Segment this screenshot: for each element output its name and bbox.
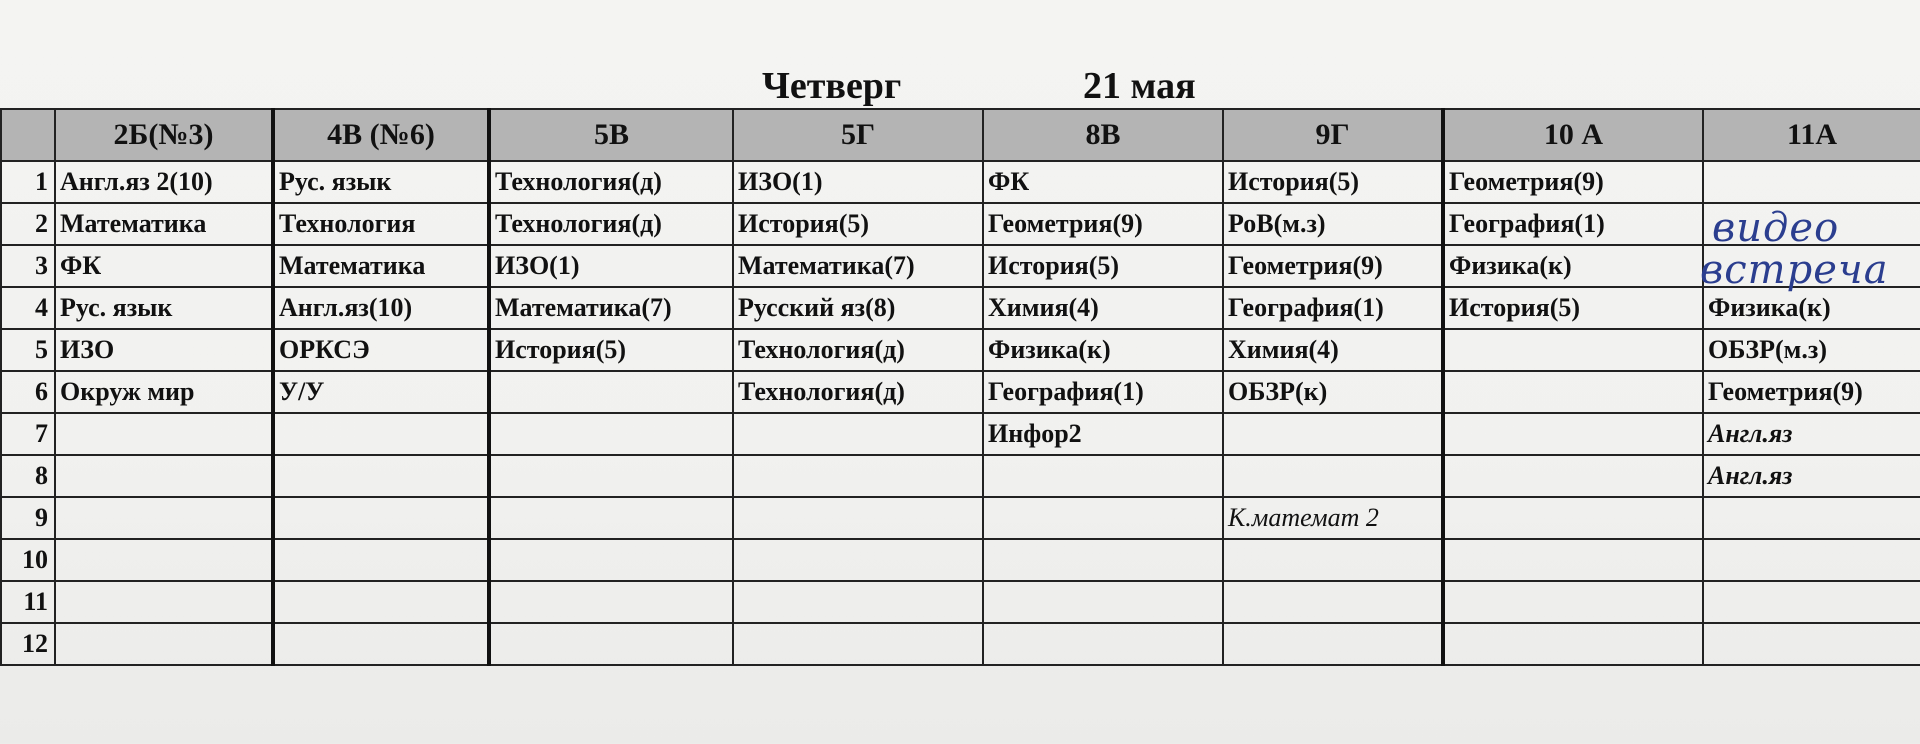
lesson-cell-5v [489, 497, 733, 539]
lesson-cell-5g: ИЗО(1) [733, 161, 983, 203]
lesson-cell-4v: ОРКСЭ [273, 329, 489, 371]
lesson-cell-5g [733, 623, 983, 665]
lesson-cell-9g [1223, 413, 1443, 455]
handwritten-note-line1: видео [1712, 205, 1840, 251]
lesson-cell-5g: Русский яз(8) [733, 287, 983, 329]
lesson-cell-11a [1703, 161, 1920, 203]
lesson-cell-4v: Англ.яз(10) [273, 287, 489, 329]
lesson-cell-8v [983, 581, 1223, 623]
lesson-cell-4v: Математика [273, 245, 489, 287]
table-row [1, 497, 1920, 539]
lesson-cell-8v [983, 497, 1223, 539]
lesson-cell-5g: Математика(7) [733, 245, 983, 287]
lesson-cell-10a: История(5) [1443, 287, 1703, 329]
page-title [0, 58, 1920, 108]
lesson-cell-5v: Технология(д) [489, 161, 733, 203]
lesson-cell-10a: Геометрия(9) [1443, 161, 1703, 203]
title-day: Четверг [762, 65, 902, 107]
table-row [1, 371, 1920, 413]
lesson-cell-10a: Физика(к) [1443, 245, 1703, 287]
lesson-cell-11a: Англ.яз [1703, 413, 1920, 455]
lesson-number-cell: 1 [1, 161, 55, 203]
title-date: 21 мая [1083, 65, 1196, 107]
table-row [1, 623, 1920, 665]
lesson-cell-10a [1443, 455, 1703, 497]
lesson-cell-4v [273, 539, 489, 581]
lesson-cell-9g: География(1) [1223, 287, 1443, 329]
lesson-cell-11a: Геометрия(9) [1703, 371, 1920, 413]
lesson-cell-4v: У/У [273, 371, 489, 413]
lesson-cell-4v [273, 623, 489, 665]
lesson-number-cell: 8 [1, 455, 55, 497]
lesson-cell-11a [1703, 497, 1920, 539]
lesson-cell-2b: Англ.яз 2(10) [55, 161, 273, 203]
lesson-cell-4v: Технология [273, 203, 489, 245]
table-row [1, 203, 1920, 245]
lesson-cell-5v: ИЗО(1) [489, 245, 733, 287]
lesson-cell-11a: ОБЗР(м.з) [1703, 329, 1920, 371]
lesson-cell-11a [1703, 581, 1920, 623]
lesson-cell-11a: Англ.яз [1703, 455, 1920, 497]
lesson-cell-4v [273, 413, 489, 455]
lesson-cell-5g [733, 581, 983, 623]
schedule-table [0, 108, 1920, 666]
table-row [1, 329, 1920, 371]
lesson-cell-10a [1443, 371, 1703, 413]
lesson-cell-2b: ИЗО [55, 329, 273, 371]
schedule-body [1, 161, 1920, 665]
lesson-cell-8v: Инфор2 [983, 413, 1223, 455]
lesson-cell-5g: Технология(д) [733, 371, 983, 413]
lesson-number-cell: 5 [1, 329, 55, 371]
lesson-cell-8v [983, 623, 1223, 665]
lesson-cell-5g [733, 497, 983, 539]
lesson-cell-9g: Химия(4) [1223, 329, 1443, 371]
header-cell-2b: 2Б(№3) [55, 109, 273, 161]
lesson-cell-9g [1223, 623, 1443, 665]
lesson-cell-5v [489, 371, 733, 413]
handwritten-note-line2: встреча [1700, 247, 1889, 293]
lesson-number-cell: 3 [1, 245, 55, 287]
lesson-cell-5v [489, 455, 733, 497]
lesson-cell-2b [55, 413, 273, 455]
lesson-cell-10a [1443, 623, 1703, 665]
lesson-cell-9g: РоВ(м.з) [1223, 203, 1443, 245]
lesson-cell-2b [55, 623, 273, 665]
lesson-cell-2b [55, 497, 273, 539]
lesson-cell-8v: География(1) [983, 371, 1223, 413]
lesson-cell-5v [489, 413, 733, 455]
header-row [1, 109, 1920, 161]
header-cell-10a: 10 А [1443, 109, 1703, 161]
lesson-number-cell: 9 [1, 497, 55, 539]
lesson-cell-8v [983, 539, 1223, 581]
table-row [1, 245, 1920, 287]
table-row [1, 539, 1920, 581]
lesson-cell-5g [733, 539, 983, 581]
lesson-cell-4v [273, 455, 489, 497]
lesson-cell-8v: Физика(к) [983, 329, 1223, 371]
schedule-table-wrapper [0, 108, 1920, 666]
lesson-cell-11a [1703, 539, 1920, 581]
lesson-cell-5g [733, 455, 983, 497]
table-row [1, 581, 1920, 623]
lesson-number-cell: 7 [1, 413, 55, 455]
lesson-cell-4v [273, 497, 489, 539]
lesson-number-cell: 6 [1, 371, 55, 413]
lesson-cell-5g: История(5) [733, 203, 983, 245]
lesson-number-cell: 2 [1, 203, 55, 245]
header-cell-8v: 8В [983, 109, 1223, 161]
lesson-cell-10a [1443, 539, 1703, 581]
header-cell-9g: 9Г [1223, 109, 1443, 161]
lesson-cell-8v: ФК [983, 161, 1223, 203]
table-row [1, 455, 1920, 497]
lesson-number-cell: 10 [1, 539, 55, 581]
lesson-cell-4v: Рус. язык [273, 161, 489, 203]
table-row [1, 161, 1920, 203]
lesson-cell-5g: Технология(д) [733, 329, 983, 371]
lesson-cell-8v: Геометрия(9) [983, 203, 1223, 245]
lesson-cell-2b: Окруж мир [55, 371, 273, 413]
lesson-cell-9g: К.математ 2 [1223, 497, 1443, 539]
lesson-cell-11a [1703, 623, 1920, 665]
lesson-cell-5v [489, 623, 733, 665]
header-cell-11a: 11А [1703, 109, 1920, 161]
lesson-cell-10a [1443, 497, 1703, 539]
lesson-cell-8v: История(5) [983, 245, 1223, 287]
table-row [1, 413, 1920, 455]
lesson-number-cell: 11 [1, 581, 55, 623]
lesson-cell-11a: Физика(к) [1703, 287, 1920, 329]
lesson-cell-9g: ОБЗР(к) [1223, 371, 1443, 413]
lesson-cell-8v [983, 455, 1223, 497]
lesson-cell-2b: ФК [55, 245, 273, 287]
header-cell-5g: 5Г [733, 109, 983, 161]
lesson-cell-2b: Рус. язык [55, 287, 273, 329]
lesson-number-cell: 4 [1, 287, 55, 329]
lesson-cell-5v [489, 539, 733, 581]
lesson-cell-2b [55, 581, 273, 623]
lesson-cell-2b: Математика [55, 203, 273, 245]
lesson-cell-9g: История(5) [1223, 161, 1443, 203]
lesson-cell-9g [1223, 539, 1443, 581]
lesson-cell-8v: Химия(4) [983, 287, 1223, 329]
lesson-cell-5v: Математика(7) [489, 287, 733, 329]
lesson-cell-4v [273, 581, 489, 623]
lesson-cell-5g [733, 413, 983, 455]
lesson-cell-10a [1443, 581, 1703, 623]
lesson-cell-2b [55, 455, 273, 497]
lesson-cell-9g [1223, 581, 1443, 623]
header-cell-number [1, 109, 55, 161]
lesson-cell-10a [1443, 413, 1703, 455]
lesson-cell-9g: Геометрия(9) [1223, 245, 1443, 287]
lesson-cell-5v: Технология(д) [489, 203, 733, 245]
lesson-number-cell: 12 [1, 623, 55, 665]
table-row [1, 287, 1920, 329]
lesson-cell-5v: История(5) [489, 329, 733, 371]
lesson-cell-2b [55, 539, 273, 581]
header-cell-5v: 5В [489, 109, 733, 161]
lesson-cell-9g [1223, 455, 1443, 497]
header-cell-4v: 4В (№6) [273, 109, 489, 161]
lesson-cell-5v [489, 581, 733, 623]
lesson-cell-10a: География(1) [1443, 203, 1703, 245]
lesson-cell-10a [1443, 329, 1703, 371]
